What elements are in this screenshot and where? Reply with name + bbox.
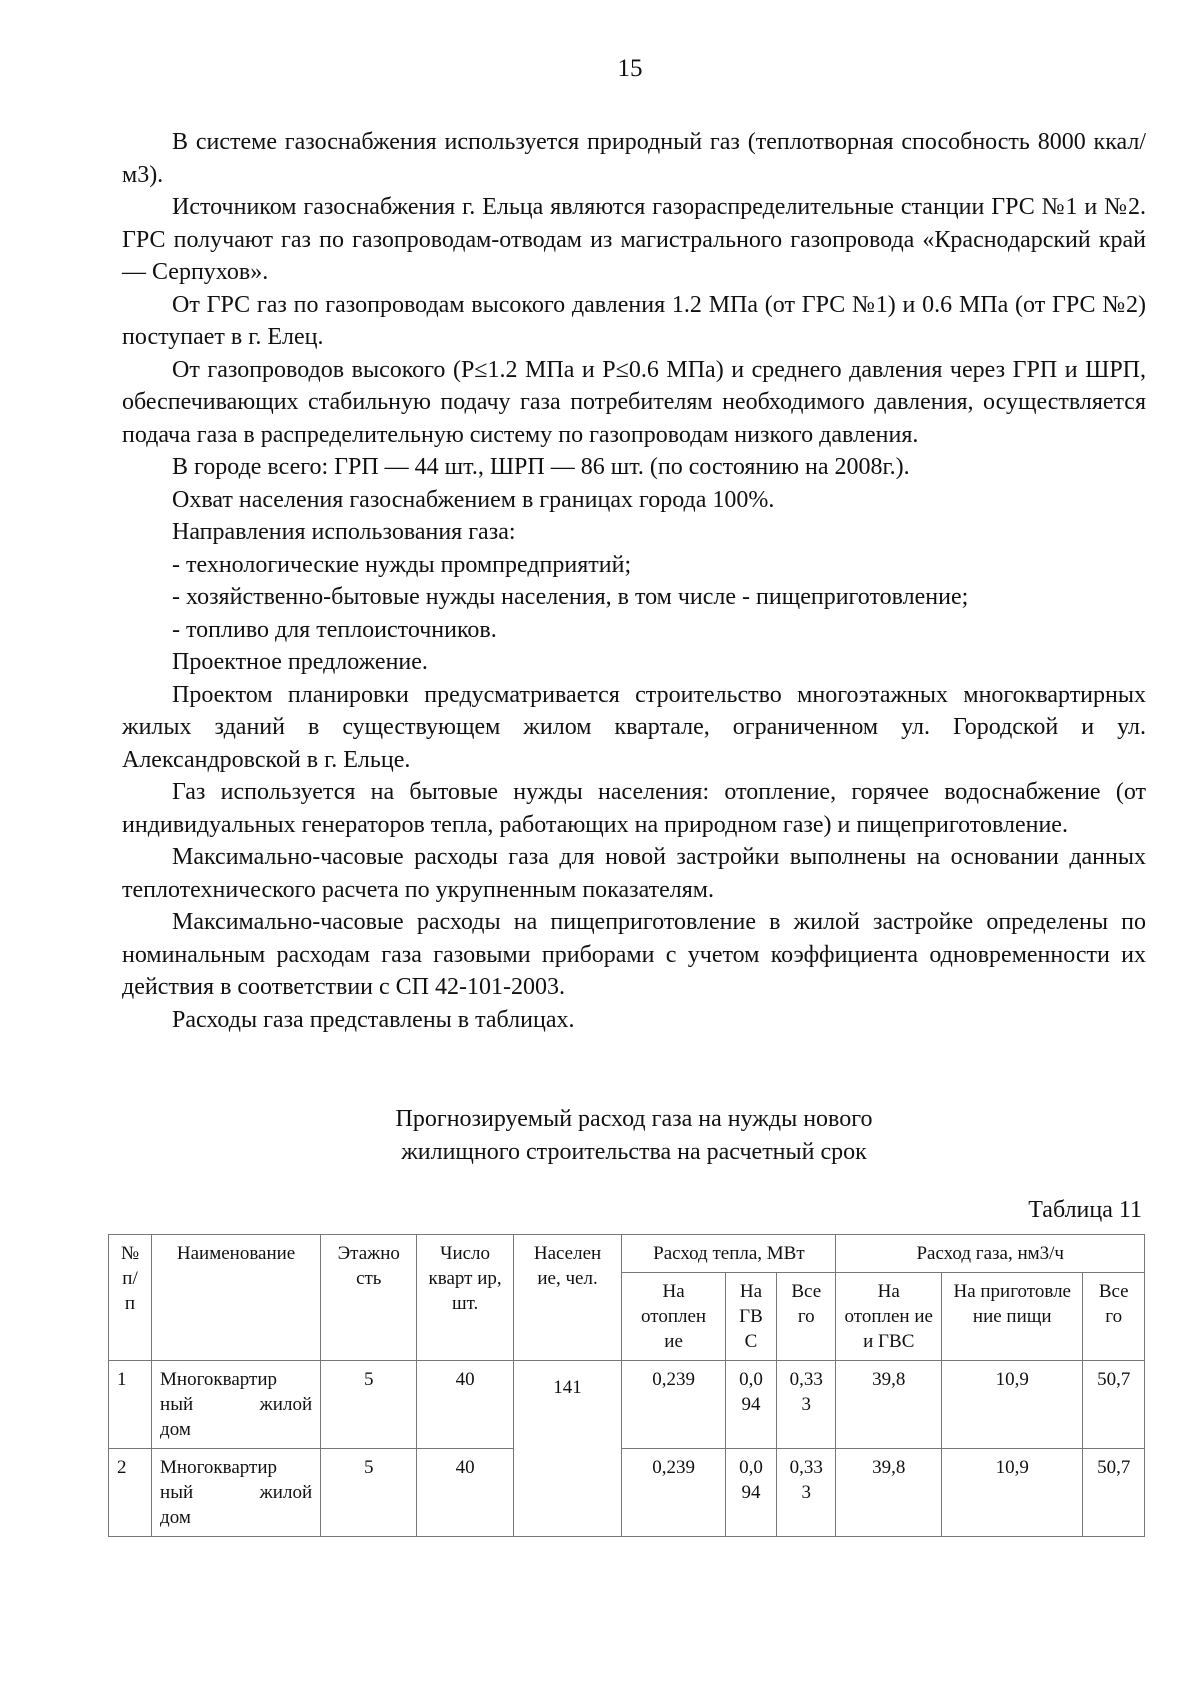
- list-item-household: - хозяйственно-бытовые нужды населения, в том числе - пищеприготовление;: [172, 584, 969, 610]
- table-row: [109, 1361, 1145, 1449]
- cell-gas-heating-gvs: 39,8: [836, 1449, 942, 1537]
- gas-consumption-table: [108, 1234, 1145, 1537]
- header-heat-group: Расход тепла, МВт: [622, 1235, 836, 1273]
- cell-name-line: Многоквартир: [160, 1457, 278, 1478]
- header-floors: Этажно сть: [321, 1235, 417, 1361]
- cell-heat-gvs: 0,0 94: [725, 1449, 776, 1537]
- cell-name: [152, 1449, 321, 1537]
- table-row: [109, 1449, 1145, 1537]
- paragraph-planning: Проектом планировки предусматривается строительство многоэтажных многоквартирных жилых зданий в существующем жилом квартале, ограниченном ул. Городской и ул. Александровской в г. Ельце.: [122, 681, 1146, 773]
- paragraph-gas-source: Источником газоснабжения г. Ельца являются газораспределительные станции ГРС №1 и №2. ГРС получают газ по газопроводам-отводам из магистрального газопровода «Краснодарский край — Серпухов».: [122, 194, 1146, 285]
- header-apartments: Число кварт ир, шт.: [417, 1235, 513, 1361]
- table-header-row: [109, 1235, 1145, 1273]
- table-caption-line-2: жилищного строительства на расчетный срок: [401, 1139, 867, 1165]
- paragraph-max-hourly-new: Максимально-часовые расходы газа для новой застройки выполнены на основании данных теплотехнического расчета по укрупненным показателям.: [122, 844, 1146, 903]
- header-gas-heating-gvs: На отоплен ие и ГВС: [836, 1273, 942, 1361]
- paragraph-proposal-heading: Проектное предложение.: [172, 649, 428, 675]
- cell-num: 2: [109, 1449, 152, 1537]
- cell-name-line: дом: [160, 1507, 191, 1528]
- cell-name-line: ный жилой: [160, 1394, 313, 1415]
- cell-gas-total: 50,7: [1083, 1361, 1145, 1449]
- cell-heat-gvs: 0,0 94: [725, 1361, 776, 1449]
- header-gas-cooking: На приготовле ние пищи: [942, 1273, 1083, 1361]
- header-heat-heating: На отоплен ие: [622, 1273, 725, 1361]
- cell-population: 141: [513, 1361, 622, 1537]
- cell-name-line: ный жилой: [160, 1482, 313, 1503]
- cell-heat-total: 0,33 3: [777, 1449, 836, 1537]
- list-item-industrial: - технологические нужды промпредприятий;: [172, 551, 632, 578]
- page-number: 15: [617, 55, 643, 82]
- paragraph-gas-type: В системе газоснабжения используется природный газ (теплотворная способность 8000 ккал/м3).: [122, 129, 1146, 188]
- header-population: Населен ие, чел.: [513, 1235, 622, 1361]
- header-gas-group: Расход газа, нм3/ч: [836, 1235, 1145, 1273]
- cell-apartments: 40: [417, 1361, 513, 1449]
- cell-name-line: Многоквартир: [160, 1369, 278, 1390]
- cell-gas-heating-gvs: 39,8: [836, 1361, 942, 1449]
- paragraph-distribution: От газопроводов высокого (Р≤1.2 МПа и Р≤0.6 МПа) и среднего давления через ГРП и ШРП, обеспечивающих стабильную подачу газа потребителям необходимого давления, осуществляется подача газа в распределительную систему по газопроводам низкого давления.: [122, 356, 1146, 448]
- body-text: [122, 126, 1146, 1036]
- cell-apartments: 40: [417, 1449, 513, 1537]
- header-heat-gvs: На ГВ С: [725, 1273, 776, 1361]
- cell-name-line: дом: [160, 1419, 191, 1440]
- header-num: № п/ п: [109, 1235, 152, 1361]
- table-caption-line-1: Прогнозируемый расход газа на нужды нового: [395, 1106, 873, 1132]
- cell-gas-cooking: 10,9: [942, 1361, 1083, 1449]
- header-name: Наименование: [152, 1235, 321, 1361]
- cell-floors: 5: [321, 1361, 417, 1449]
- table-caption: [122, 1103, 1146, 1169]
- paragraph-max-hourly-cooking: Максимально-часовые расходы на пищеприготовление в жилой застройке определены по номинальным расходам газа газовыми приборами с учетом коэффициента одновременности их действия в соответствии с СП 42-101-2003.: [122, 909, 1146, 1000]
- table-label: Таблица 11: [1028, 1197, 1142, 1223]
- cell-name: [152, 1361, 321, 1449]
- header-gas-total: Все го: [1083, 1273, 1145, 1361]
- paragraph-household-needs: Газ используется на бытовые нужды населения: отопление, горячее водоснабжение (от индивидуальных генераторов тепла, работающих на природном газе) и пищеприготовление.: [122, 779, 1146, 838]
- list-item-fuel: - топливо для теплоисточников.: [172, 616, 497, 643]
- cell-heat-heating: 0,239: [622, 1449, 725, 1537]
- cell-gas-total: 50,7: [1083, 1449, 1145, 1537]
- cell-floors: 5: [321, 1449, 417, 1537]
- cell-heat-total: 0,33 3: [777, 1361, 836, 1449]
- paragraph-station-count: В городе всего: ГРП — 44 шт., ШРП — 86 шт. (по состоянию на 2008г.).: [172, 454, 910, 480]
- paragraph-usage-heading: Направления использования газа:: [172, 519, 516, 545]
- cell-heat-heating: 0,239: [622, 1361, 725, 1449]
- paragraph-tables-note: Расходы газа представлены в таблицах.: [172, 1006, 575, 1033]
- cell-num: 1: [109, 1361, 152, 1449]
- cell-gas-cooking: 10,9: [942, 1449, 1083, 1537]
- paragraph-high-pressure: От ГРС газ по газопроводам высокого давления 1.2 МПа (от ГРС №1) и 0.6 МПа (от ГРС №2) поступает в г. Елец.: [122, 291, 1146, 350]
- header-heat-total: Все го: [777, 1273, 836, 1361]
- paragraph-coverage: Охват населения газоснабжением в границах города 100%.: [172, 486, 775, 513]
